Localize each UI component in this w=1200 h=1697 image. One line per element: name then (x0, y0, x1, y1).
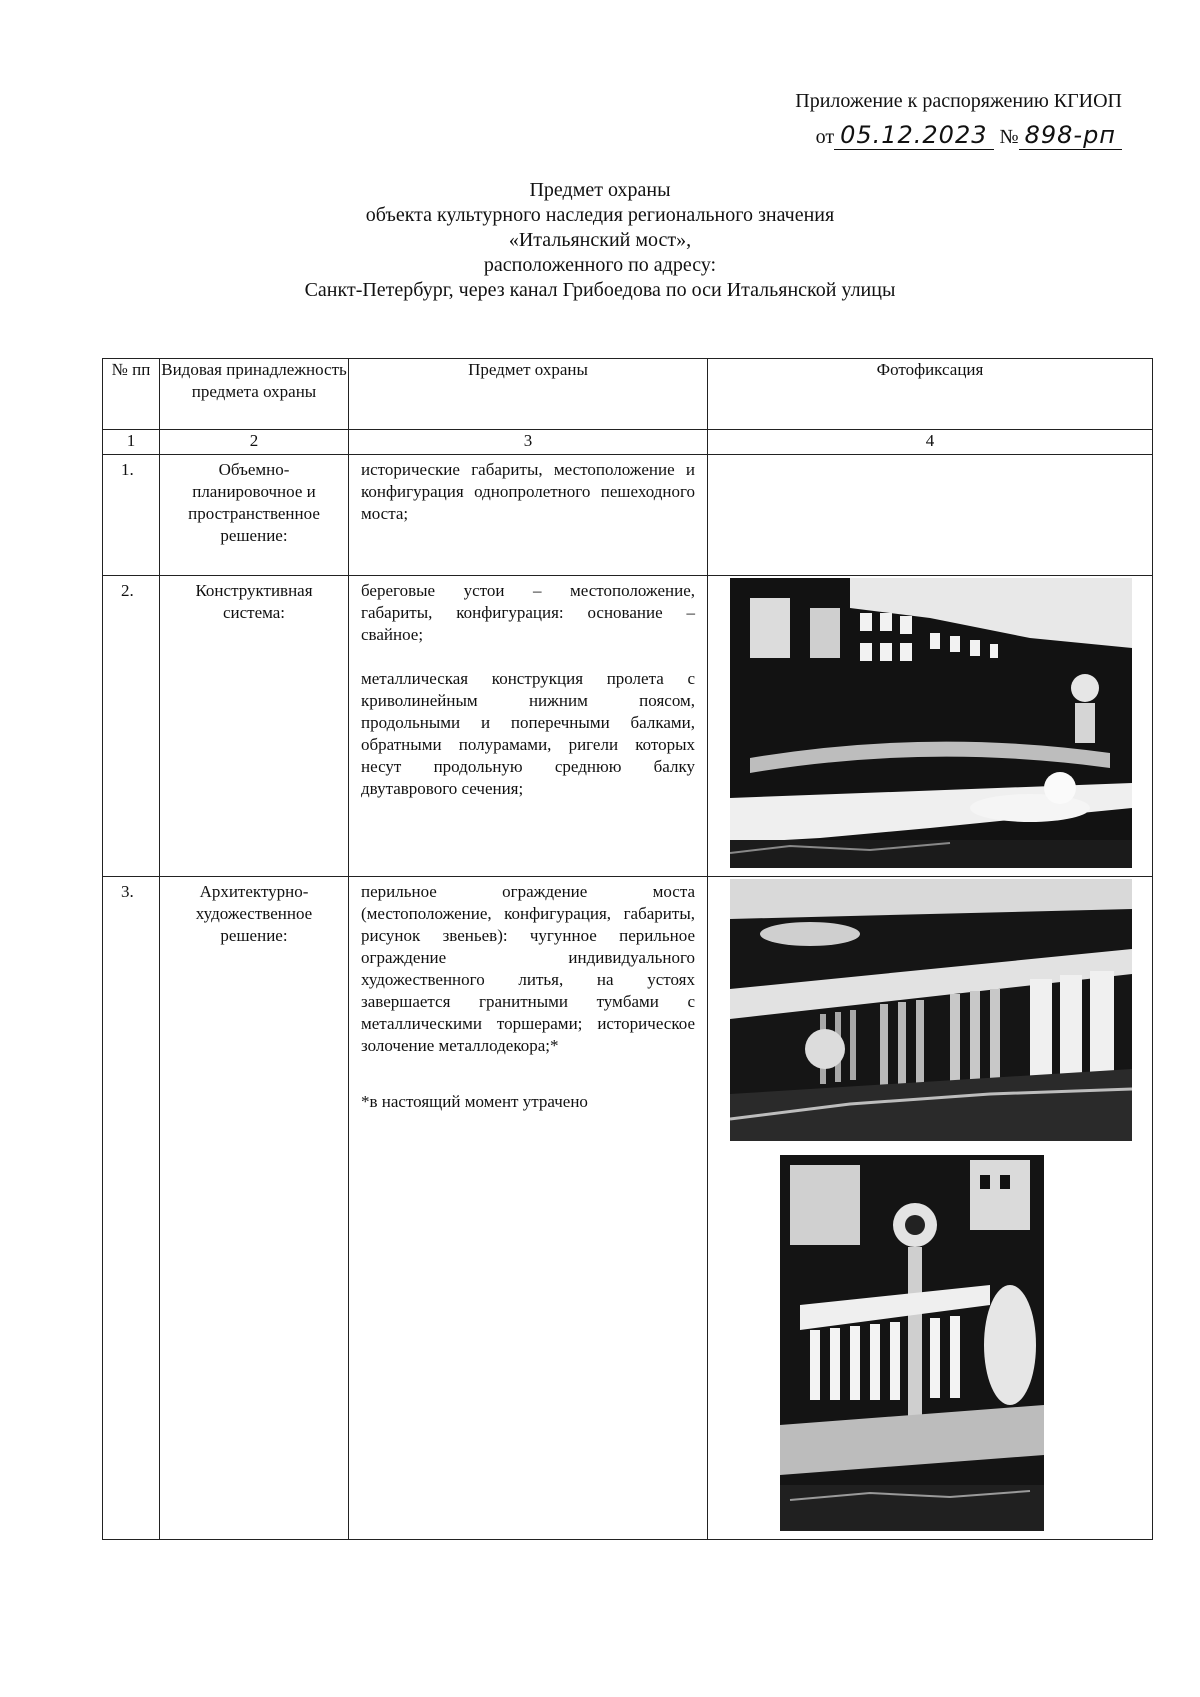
column-number: 1 (103, 430, 160, 455)
header-subject: Предмет охраны (349, 359, 708, 430)
row-subject (349, 877, 708, 1540)
order-date: 05.12.2023 (834, 121, 993, 150)
subject-paragraph: металлическая конструкция пролета с криволинейным нижним поясом, продольными и поперечными балками, обратными полурамами, ригели которых несут продольную среднюю балку двутаврового сечения; (361, 669, 695, 798)
row-number: 3. (103, 877, 160, 1540)
table-row (103, 877, 1153, 1540)
row-kind: Конструктивная система: (160, 576, 349, 877)
lantern-railing-photo-image (780, 1155, 1044, 1531)
order-reference (795, 122, 1122, 150)
title-line: Санкт-Петербург, через канал Грибоедова по оси Итальянской улицы (304, 279, 896, 301)
row-photo-empty (708, 455, 1153, 576)
column-number: 2 (160, 430, 349, 455)
row-kind: Объемно-планировочное и пространственное решение: (160, 455, 349, 576)
column-number-row (103, 430, 1153, 455)
header-photo: Фотофиксация (708, 359, 1153, 430)
table-row (103, 576, 1153, 877)
order-number: 898-рп (1019, 121, 1122, 150)
title-line: «Итальянский мост», (508, 229, 692, 251)
lantern-railing-photo (780, 1155, 1044, 1531)
row-subject (349, 576, 708, 877)
lost-note: *в настоящий момент утрачено (361, 1092, 588, 1111)
number-sign: № (999, 126, 1019, 148)
title-line: расположенного по адресу: (483, 254, 717, 276)
row-photos (708, 877, 1153, 1540)
protection-subject-table (102, 358, 1153, 1540)
table-header-row (103, 359, 1153, 430)
header-number: № пп (103, 359, 160, 430)
subject-paragraph: береговые устои – местоположение, габариты, конфигурация: основание – свайное; (361, 581, 695, 644)
column-number: 4 (708, 430, 1153, 455)
appendix-header (795, 88, 1122, 150)
title-line: Предмет охраны (529, 179, 671, 201)
header-kind: Видовая принадлежность предмета охраны (160, 359, 349, 430)
row-subject (349, 455, 708, 576)
title-line: объекта культурного наследия регионального значения (365, 204, 835, 226)
row-number: 1. (103, 455, 160, 576)
railing-photo-image (730, 879, 1132, 1141)
subject-paragraph: исторические габариты, местоположение и конфигурация однопролетного пешеходного моста; (361, 460, 695, 523)
subject-paragraph: перильное ограждение моста (местоположение, конфигурация, габариты, рисунок звеньев): чугунное перильное ограждение индивидуального художественного литья, на устоях завершается гранитными тумбами с металлическими торшерами; историческое золочение металлодекора;* (361, 882, 695, 1055)
row-number: 2. (103, 576, 160, 877)
column-number: 3 (349, 430, 708, 455)
bridge-canal-photo (730, 578, 1132, 868)
railing-photo (730, 879, 1132, 1141)
document-title (0, 178, 1200, 303)
appendix-line: Приложение к распоряжению КГИОП (795, 90, 1122, 112)
bridge-canal-photo-image (730, 578, 1132, 868)
table-row (103, 455, 1153, 576)
date-prefix: от (815, 126, 835, 148)
row-kind: Архитектурно-художественное решение: (160, 877, 349, 1540)
row-photo (708, 576, 1153, 877)
